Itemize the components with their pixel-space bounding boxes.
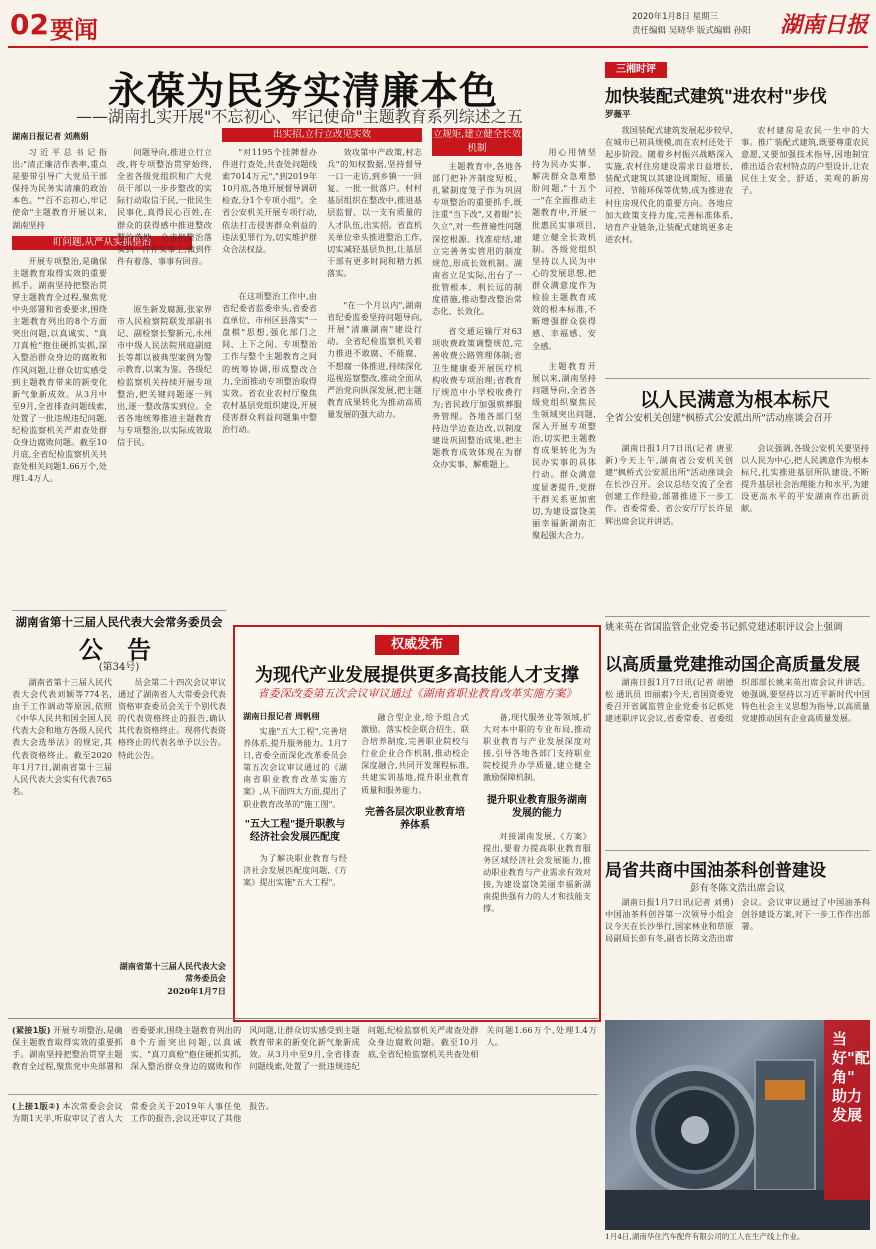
- article3-body: [605, 676, 870, 846]
- masthead-rule: [8, 46, 868, 48]
- feature-col-2-text: 融合型企业,给予组合式激励。落实校企联合招生、联合培养制度,完善职业院校与行业企业合作机制,推动校企深度融合,共同开发课程标准,共建实训基地,提升职业教育质量和服务能力。: [361, 712, 469, 795]
- footer-continued-text: 本次常委会会议为期1天半,听取审议了省人大常委会关于2019年人事任免工作的报告,会议还审议了其他报告。: [12, 1101, 274, 1124]
- article2-title: 以人民满意为根本标尺: [640, 389, 831, 411]
- article1-body: [605, 124, 733, 374]
- feature-box: [233, 625, 601, 1022]
- article2-body-b-text: 会议强调,各级公安机关要坚持以人民为中心,把人民满意作为根本标尺,扎实推进基层所队建设,不断提升基层社会治理能力和水平,为建设更高水平的平安湖南作出新贡献。: [741, 443, 869, 514]
- continued-label: (紧接1版): [12, 1025, 51, 1035]
- feature-subhead-3: 提升职业教育服务湖南发展的能力: [487, 794, 587, 819]
- feature-col-2: [361, 711, 469, 1015]
- article2-body-2: [741, 442, 869, 612]
- feature-col-1: [243, 725, 347, 1015]
- paper-logo: 湖南日报: [780, 13, 869, 38]
- lead-subhead-1: 盯问题,从严从实抓整治: [12, 236, 192, 250]
- lead-byline: 湖南日报记者 刘燕娟: [12, 131, 89, 141]
- feature-title: 为现代产业发展提供更多高技能人才支撑: [255, 665, 579, 686]
- lead-col-3b-text: 在这项整治工作中,由省纪委省监委牵头,省委省直单位、市州区县落实"一盘棋"思想,强化部门之间、上下之间、专项整治工作与整个主题教育之间的统筹协调,形成整改合力,全面推动专项整治取得实效。省农业农村厅聚焦农村基层党组织建设,开展侵害群众利益问题集中整治行动。: [222, 291, 317, 435]
- lead-col-1b-text: 开展专项整治,是确保主题教育取得实效的重要抓手。湖南坚持把整治贯穿主题教育全过程,聚焦党中央部署和省委要求,围绕主题教育列出的8个方面突出问题,以真诚实、"真刀真枪"抱住硬抓实抓,深入整治群众身边的腐败和作风问题,让群众切实感受到主题教育带来的新变化新气象新成效。从3月中至9月,全省排查问题线索,处置了一批违规违纪问题,纪检监察机关严肃查处群众身边腐败问题。截至10月底,全省纪检监察机关共查处相关问题1.66万个,处理1.4万人。: [12, 255, 107, 484]
- article4-subtitle: 彭有冬陈文浩出席会议: [689, 883, 785, 894]
- announcement-number: (第34号): [98, 662, 140, 673]
- article4-title: 局省共商中国油茶科创普建设: [605, 861, 826, 881]
- lead-title: 永葆为民务实清廉本色: [108, 68, 499, 113]
- article1-author: 罗薇平: [605, 110, 631, 120]
- announcement-col-2: [118, 676, 226, 956]
- article1-body-text: 我国装配式建筑发展起步较早,在城市已初具规模,而在农村还处于起步阶段。随着乡村振兴战略深入实施,农村住房建设需求日益增长,装配式建筑以其建设周期短、质量可控、节能环保等优势,成为推进农村住房现代化的重要方向。各地应加大政策支持力度,完善标准体系,培育产业链条,让装配式建筑更多走进农村。: [605, 125, 733, 244]
- lead-col-4-text: 效攻第中产政策,村志兵"的知权数据,坚持督导一口一走访,到乡镇一一回复、一批一批落户。村村基层组织在整改中,推进基层监督、以一支有质量的人才队伍,出实招。省直机关单位牵头推进整治工作,切实减轻基层负担,让基层干部有更多时间和精力抓落实。: [327, 147, 422, 278]
- article3-body-text: 湖南日报1月7日讯(记者 胡德松 通讯员 田丽素)今天,省国资委党委召开省属监管企业党委书记抓党建述职评议会议,省委常委、省委组织部部长姚来英出席会议并讲话。她强调,要坚持以习近平新时代中国特色社会主义思想为指导,以高质量党建推动国有企业高质量发展。: [605, 677, 870, 724]
- article4-body-text: 湖南日报1月7日讯(记者 刘勇)中国油茶科创谷第一次领导小组会议今天在长沙举行,国家林业和草原局副局长彭有冬,副省长陈文浩出席会议。会议审议通过了中国油茶科创谷建设方案,对下一步工作作出部署。: [605, 897, 870, 944]
- lead-col-5b-text: 省交通运输厅对63项收费政策调整规范,完善收费公路管理体制;省卫生健康委开展医疗机构收费专项治理;省教育厅规范中小学校收费行为;省民政厅加强殡葬服务管理。各地各部门坚持边学边查边改,以制度建设巩固整治成果,把主题教育成效体现在为群众办实事、解难题上。: [432, 326, 522, 470]
- lead-col-1-text: 习近平总书记指出:"清正廉洁作表率,重点是要带引导广大党员干部保持为民务实清廉的政治本色。""百不忘初心,牢记使命"主题教育开展以来,湖南坚持: [12, 147, 107, 230]
- feature-col-1-text: 实施"五大工程",完善培养体系,提升服务能力。1月7日,省委全面深化改革委员会第五次会议审议通过的《湖南省职业教育改革实施方案》,从下面四大方面,提出了职业教育改革的"施工图"。: [243, 726, 347, 809]
- feature-tag: [375, 635, 459, 655]
- page-number: 02: [10, 8, 49, 41]
- announcement-org: 湖南省第十三届人民代表大会常务委员会: [15, 615, 223, 629]
- footer-strip: [12, 1100, 597, 1240]
- news-photo: [605, 1020, 870, 1230]
- lead-col-4b-text: "在一个月以内",湖南省纪委监委坚持问题导向,开展"清廉湖南"建设行动。全省纪检监察机关着力推进不敢腐、不能腐、不想腐一体推进,持续深化巡视巡察整改,推动全面从严治党向纵深发展,把主题教育成果转化为推动高质量发展的强大动力。: [327, 300, 422, 419]
- bottom-strip-left: [12, 1024, 597, 1088]
- photo-label-box: [824, 1020, 870, 1200]
- bottom-strip-rule: [8, 1018, 598, 1019]
- announcement-col-1: [12, 676, 112, 1006]
- right-rule-3: [605, 850, 870, 851]
- section-name: 要闻: [50, 16, 98, 44]
- article2-body-text: 湖南日报1月7日讯(记者 唐亚新)今天上午,湖南省公安机关创建"枫桥式公安派出所"活动座谈会在长沙召开。会议总结交流了全省创建工作经验,部署推进下一步工作。省委常委、省公安厅厅长许显辉出席会议并讲话。: [605, 443, 733, 526]
- announcement-col-1-text: 湖南省第十三届人民代表大会代表刘颖等774名,由于工作调动等原因,依照《中华人民共和国全国人民代表大会和地方各级人民代表大会选举法》的规定,其代表资格终止。截至2020年1月7日,湖南省第十三届人民代表大会实有代表765名。: [12, 677, 112, 796]
- announcement-col-2-text: 员会第二十四次会议审议通过了湖南省人大常委会代表资格审查委员会关于个别代表的代表资格终止的报告,确认其代表资格终止。现将代表资格终止的代表名单予以公告。特此公告。: [118, 677, 226, 760]
- lead-col-6-text: 用心用情坚持为民办实事、解决群众急难愁盼问题,"十五个一"在全面推动主题教育中,开展一批惠民实事项目,建立健全长效机制。各级党组织坚持以人民为中心的发展思想,把群众满意度作为检验主题教育成效的根本标准,不断增强群众获得感、幸福感、安全感。: [532, 147, 596, 351]
- lead-subhead-2: 出实招,立行立改见实效: [222, 128, 422, 142]
- feature-col-1b-text: 为了解决职业教育与经济社会发展匹配度问题,《方案》提出实施"五大工程"。: [243, 852, 347, 887]
- right-rule-2: [605, 616, 870, 617]
- lead-subhead-3: 立规矩,建立健全长效机制: [432, 129, 522, 154]
- feature-subhead-1: "五大工程"提升职教与经济社会发展匹配度: [244, 818, 346, 843]
- masthead: [0, 0, 876, 46]
- continued-text: 开展专项整治,是确保主题教育取得实效的重要抓手。湖南坚持把整治贯穿主题教育全过程,聚焦党中央部署和省委要求,围绕主题教育列出的8个方面突出问题,以真诚实、"真刀真枪"抱住硬抓实抓,深入整治群众身边的腐败和作风问题,让群众切实感受到主题教育带来的新变化新气象新成效。从3月中至9月,全省排查问题线索,处置了一批违规违纪问题,纪检监察机关严肃查处群众身边腐败问题。截至10月底,全省纪检监察机关共查处相关问题1.66万个,处理1.4万人。: [12, 1025, 597, 1072]
- feature-col-3: [483, 711, 591, 1015]
- lead-subtitle: ——湖南扎实开展"不忘初心、牢记使命"主题教育系列综述之五: [76, 107, 523, 126]
- feature-tag-label: 权威发布: [390, 637, 443, 652]
- lead-col-2b-text: 原生新发腐源,张家界市人民检察院联发部副书记、副检察长黎新元,永州市中级人民法院刑庭副庭长等都以被典型案例为警示教育,以案为鉴。各级纪检监察机关持续开展专项整治,把关键问题逐一列出,逐一整改落实到位。全省各地统筹推进主题教育与专项整治,以实际成效取信于民。: [117, 303, 212, 447]
- feature-col-3-text: 备,现代服务业等领域,扩大对本中职的专业布局,推动职业教育与产业发展深度对接,引导各地各部门支持职业院校提升办学质量,建立健全激励保障机制。: [483, 712, 591, 783]
- commentary-tag: [605, 62, 667, 78]
- article1-title: 加快装配式建筑"进农村"步伐: [605, 87, 827, 107]
- article3-title: 以高质量党建推动国企高质量发展: [605, 655, 860, 675]
- feature-byline: 湖南日报记者 周帆栩: [243, 711, 320, 721]
- announcement-footer-org: 湖南省第十三届人民代表大会常务委员会: [119, 961, 226, 983]
- lead-col-3-text: "对1195个挂牌督办件进行查处,共查处问题线索7014万元","到2019年10月底,各地开展督导调研检查,分1个专项小组"。全省公安机关开展专项行动,依法打击侵害群众利益的违法犯罪行为,切实维护群众合法权益。: [222, 147, 317, 254]
- masthead-editors: 责任编辑 吴晓华 版式编辑 孙阳: [632, 26, 751, 36]
- lead-col-2-text: 问题导向,推进立行立改,将专项整治贯穿始终,全省各级党组织和广大党员干部以一步步整改的实际行动取信于民,一批民生民事化,真得民心百姓,在群众的获得感中推进整改整治落地。全省把整治落实到一件件实事上,做到件件有着落、事事有回音。: [117, 147, 212, 266]
- lead-col-5-text: 主题教育中,各地各部门把补齐制度短板、扎紧制度笼子作为巩固专项整治的重要抓手,既注重"当下改",又着眼"长久立",对一些普遍性问题深挖根源、找准症结,建立完善务实管用的制度规范,形成长效机制。湖南省立足实际,出台了一批管根本、利长远的制度措施,推动整改整治常态化、长效化。: [432, 161, 522, 317]
- footer-rule: [8, 1094, 598, 1095]
- masthead-date: 2020年1月8日 星期三: [632, 12, 719, 22]
- announcement-footer-date: 2020年1月7日: [167, 986, 226, 996]
- article2-body: [605, 442, 733, 612]
- feature-subhead-2: 完善各层次职业教育培养体系: [365, 806, 465, 831]
- lead-col-6b-text: 主题教育开展以来,湖南坚持问题导向,全省各级党组织聚焦民生领域突出问题,深入开展专项整治,切实把主题教育成果转化为为民办实事的具体行动。群众满意度显著提升,党群干群关系更加密切,为建设富饶美丽幸福新湖南汇聚起强大合力。: [532, 360, 596, 540]
- article1-body-2: [741, 124, 869, 374]
- article1-body-b-text: 农村建房是农民一生中的大事。推广装配式建筑,既要尊重农民意愿,又要加强技术指导,因地制宜推出适合农村特点的户型设计,让农民住上安全、舒适、美观的新房子。: [741, 125, 869, 196]
- photo-caption: 1月4日,湖南华住汽车配件有限公司的工人在生产线上作业。: [605, 1232, 805, 1241]
- feature-col-3b-text: 对接湖南发展,《方案》提出,要着力提高职业教育服务区域经济社会发展能力,推动职业教育与产业需求有效对接,为建设富饶美丽幸福新湖南提供强有力的人才和技能支撑。: [483, 830, 591, 914]
- feature-subtitle: 省委深改委第五次会议审议通过《湖南省职业教育改革实施方案》: [257, 687, 577, 700]
- announcement-top-rule: [12, 610, 226, 611]
- article4-body: [605, 896, 870, 1016]
- photo-label: 当好"配角" 助力发展: [832, 1030, 870, 1124]
- article2-subtitle: 全省公安机关创建"枫桥式公安派出所"活动座谈会召开: [605, 413, 833, 424]
- footer-continued-label: (上接1版②): [12, 1101, 60, 1111]
- announcement-title: 公 告: [78, 635, 160, 664]
- article3-kicker: 姚来英在省国监管企业党委书记抓党建述职评议会上强调: [605, 622, 843, 633]
- commentary-tag-label: 三湘时评: [616, 64, 656, 75]
- right-rule-1: [605, 378, 870, 379]
